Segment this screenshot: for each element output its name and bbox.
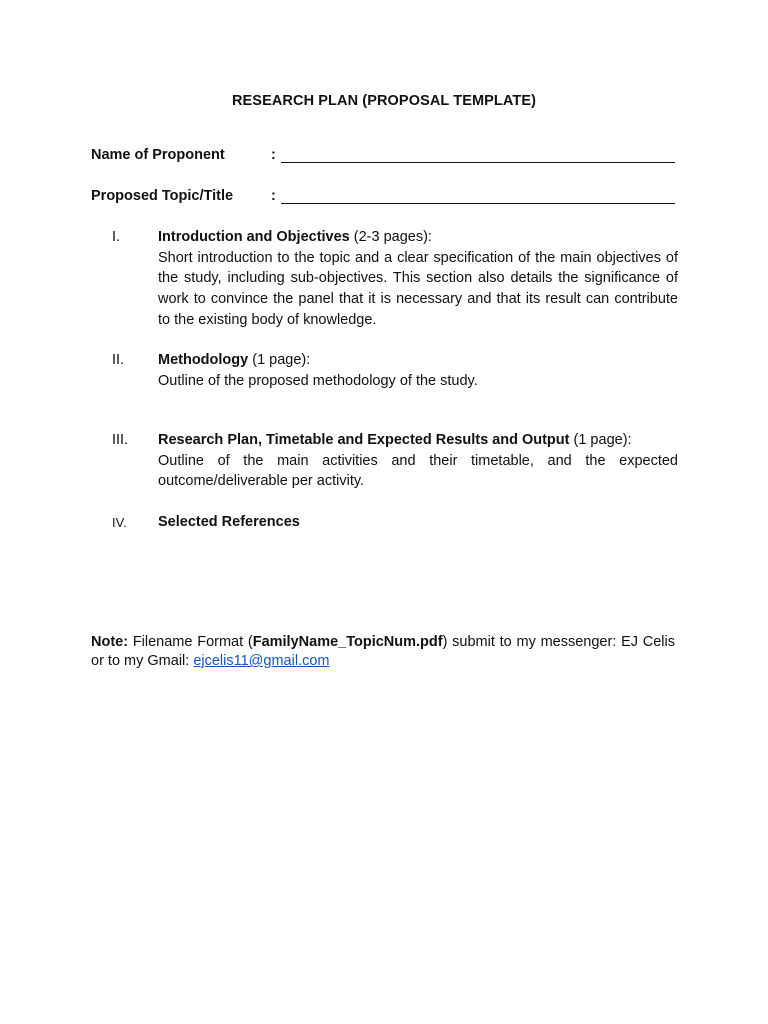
section-text: Outline of the proposed methodology of the study. (158, 372, 478, 389)
section-heading (158, 350, 678, 371)
name-of-proponent-blank-line (281, 162, 675, 163)
section-heading (158, 227, 678, 248)
field-colon: : (271, 147, 276, 163)
section-number: I. (112, 229, 121, 245)
section-heading-suffix: (1 page): (248, 352, 311, 368)
section-number: IV. (112, 515, 127, 530)
document-title: RESEARCH PLAN (PROPOSAL TEMPLATE) (231, 93, 537, 109)
section-body (158, 512, 678, 533)
section-number: II. (112, 352, 125, 368)
note-text-part: Filename Format ( (128, 634, 253, 650)
note-paragraph (91, 633, 675, 671)
section-heading-title: Selected References (158, 514, 300, 530)
name-of-proponent-label: Name of Proponent (91, 147, 225, 163)
section-heading (158, 430, 678, 451)
section-body (158, 227, 678, 331)
section-heading-title: Research Plan, Timetable and Expected Results and Output (158, 432, 570, 448)
note-text-part: ) submit to my messenger: EJ Celis or to my Gmail: (91, 634, 675, 669)
section-heading (158, 512, 678, 533)
proposed-topic-title-label: Proposed Topic/Title (91, 188, 234, 204)
gmail-email-link[interactable]: ejcelis11@gmail.com (193, 653, 330, 669)
section-body (158, 350, 678, 391)
section-heading-title: Methodology (158, 352, 249, 368)
section-text: Outline of the main activities and their timetable, and the expected outcome/deliverable per activity. (158, 452, 678, 490)
section-heading-suffix: (2-3 pages): (349, 229, 432, 245)
section-heading-suffix: (1 page): (569, 432, 632, 448)
note-filename-format: FamilyName_TopicNum.pdf (252, 634, 443, 650)
section-number: III. (112, 432, 129, 448)
field-colon: : (271, 188, 276, 204)
section-text: Short introduction to the topic and a clear specification of the main objectives of the study, including sub-objectives. This section also details the significance of work to convince the panel that it is necessary and that its result can contribute to the existing body of knowledge. (158, 249, 678, 328)
note-label: Note: (91, 634, 129, 650)
section-body (158, 430, 678, 492)
proposed-topic-title-blank-line (281, 203, 675, 204)
section-heading-title: Introduction and Objectives (158, 229, 350, 245)
